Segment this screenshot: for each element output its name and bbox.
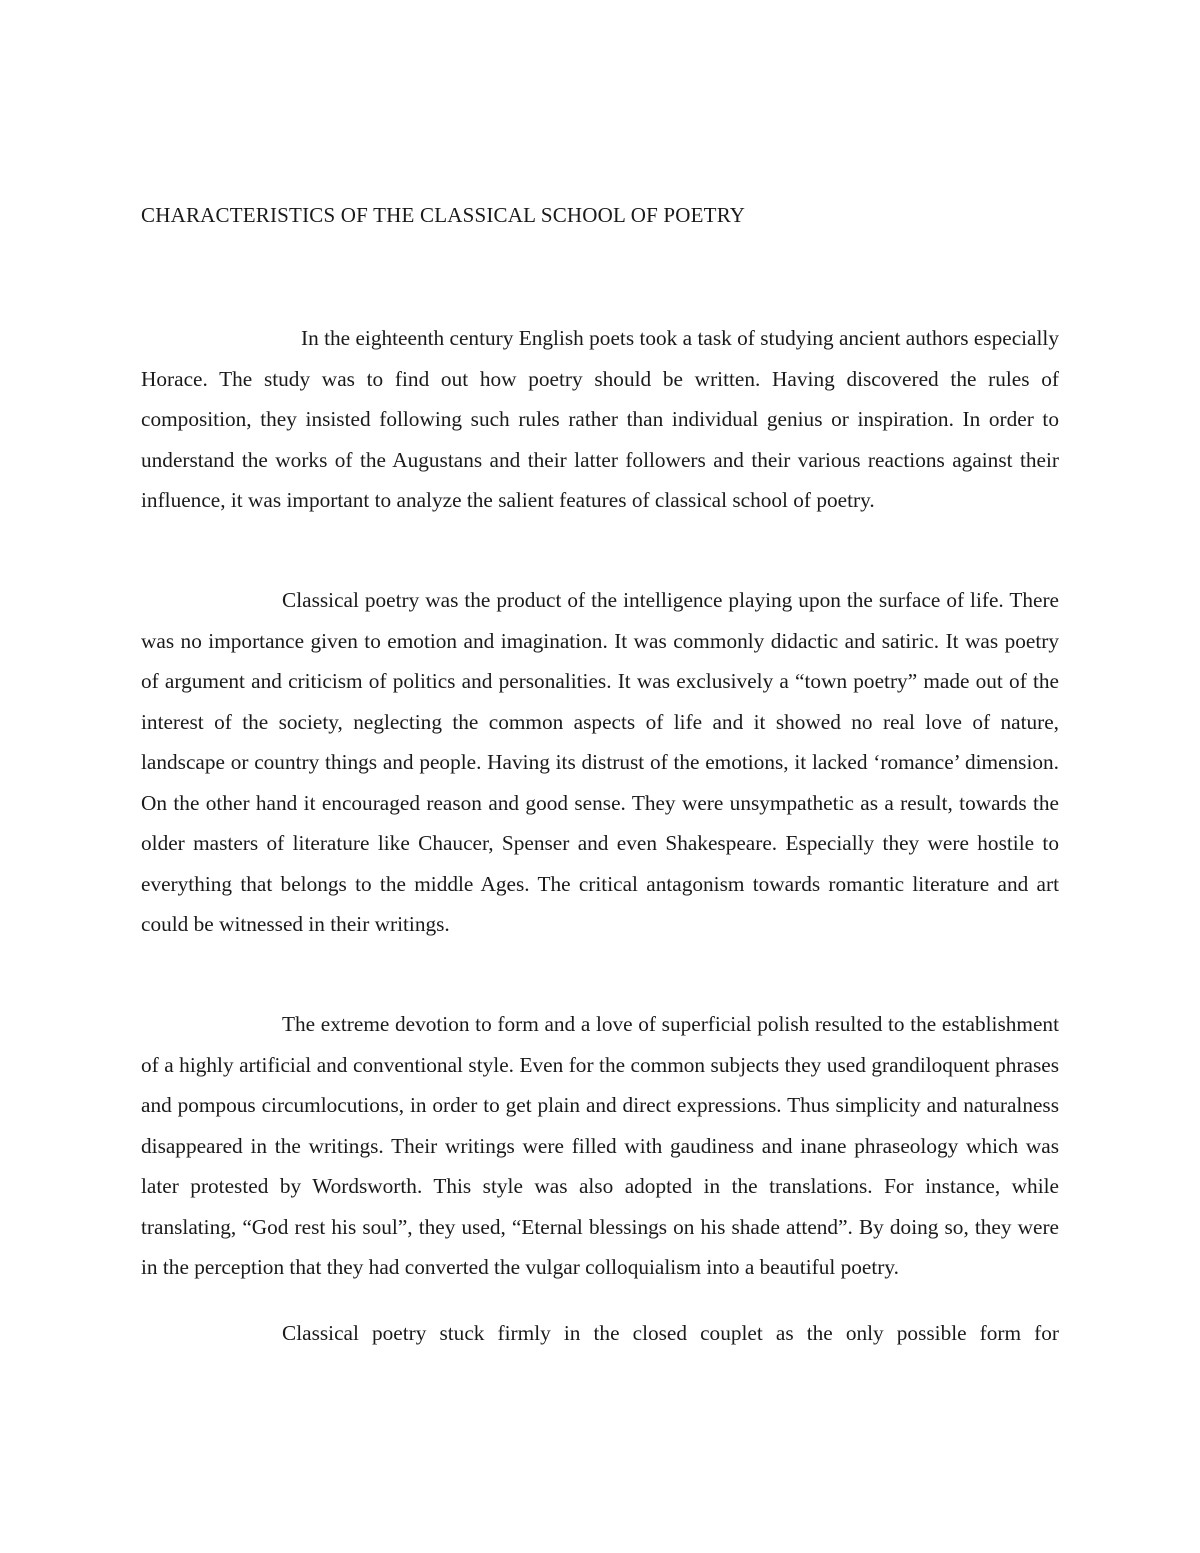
paragraph-2: Classical poetry was the product of the intelligence playing upon the surface of life. There was no importance given to emotion and imagination. It was commonly didactic and satiric. It was poetry of argument and criticism of politics and personalities. It was exclusively a “town poetry” made out of the interest of the society, neglecting the common aspects of life and it showed no real love of nature, landscape or country things and people. Having its distrust of the emotions, it lacked ‘romance’ dimension. On the other hand it encouraged reason and good sense. They were unsympathetic as a result, towards the older masters of literature like Chaucer, Spenser and even Shakespeare. Especially they were hostile to everything that belongs to the middle Ages. The critical antagonism towards romantic literature and art could be witnessed in their writings. — [141, 588, 1059, 936]
paragraph-1: In the eighteenth century English poets took a task of studying ancient authors especially Horace. The study was to find out how poetry should be written. Having discovered the rules of composition, they insisted following such rules rather than individual genius or inspiration. In order to understand the works of the Augustans and their latter followers and their various reactions against their influence, it was important to analyze the salient features of classical school of poetry. — [141, 326, 1059, 512]
paragraph-3: The extreme devotion to form and a love of superficial polish resulted to the establishment of a highly artificial and conventional style. Even for the common subjects they used grandiloquent phrases and pompous circumlocutions, in order to get plain and direct expressions. Thus simplicity and naturalness disappeared in the writings. Their writings were filled with gaudiness and inane phraseology which was later protested by Wordsworth. This style was also adopted in the translations. For instance, while translating, “God rest his soul”, they used, “Eternal blessings on his shade attend”. By doing so, they were in the perception that they had converted the vulgar colloquialism into a beautiful poetry. — [141, 1012, 1059, 1279]
paragraph-4: Classical poetry stuck firmly in the closed couplet as the only possible form for — [282, 1321, 1059, 1345]
document-title: CHARACTERISTICS OF THE CLASSICAL SCHOOL OF POETRY — [141, 203, 746, 227]
